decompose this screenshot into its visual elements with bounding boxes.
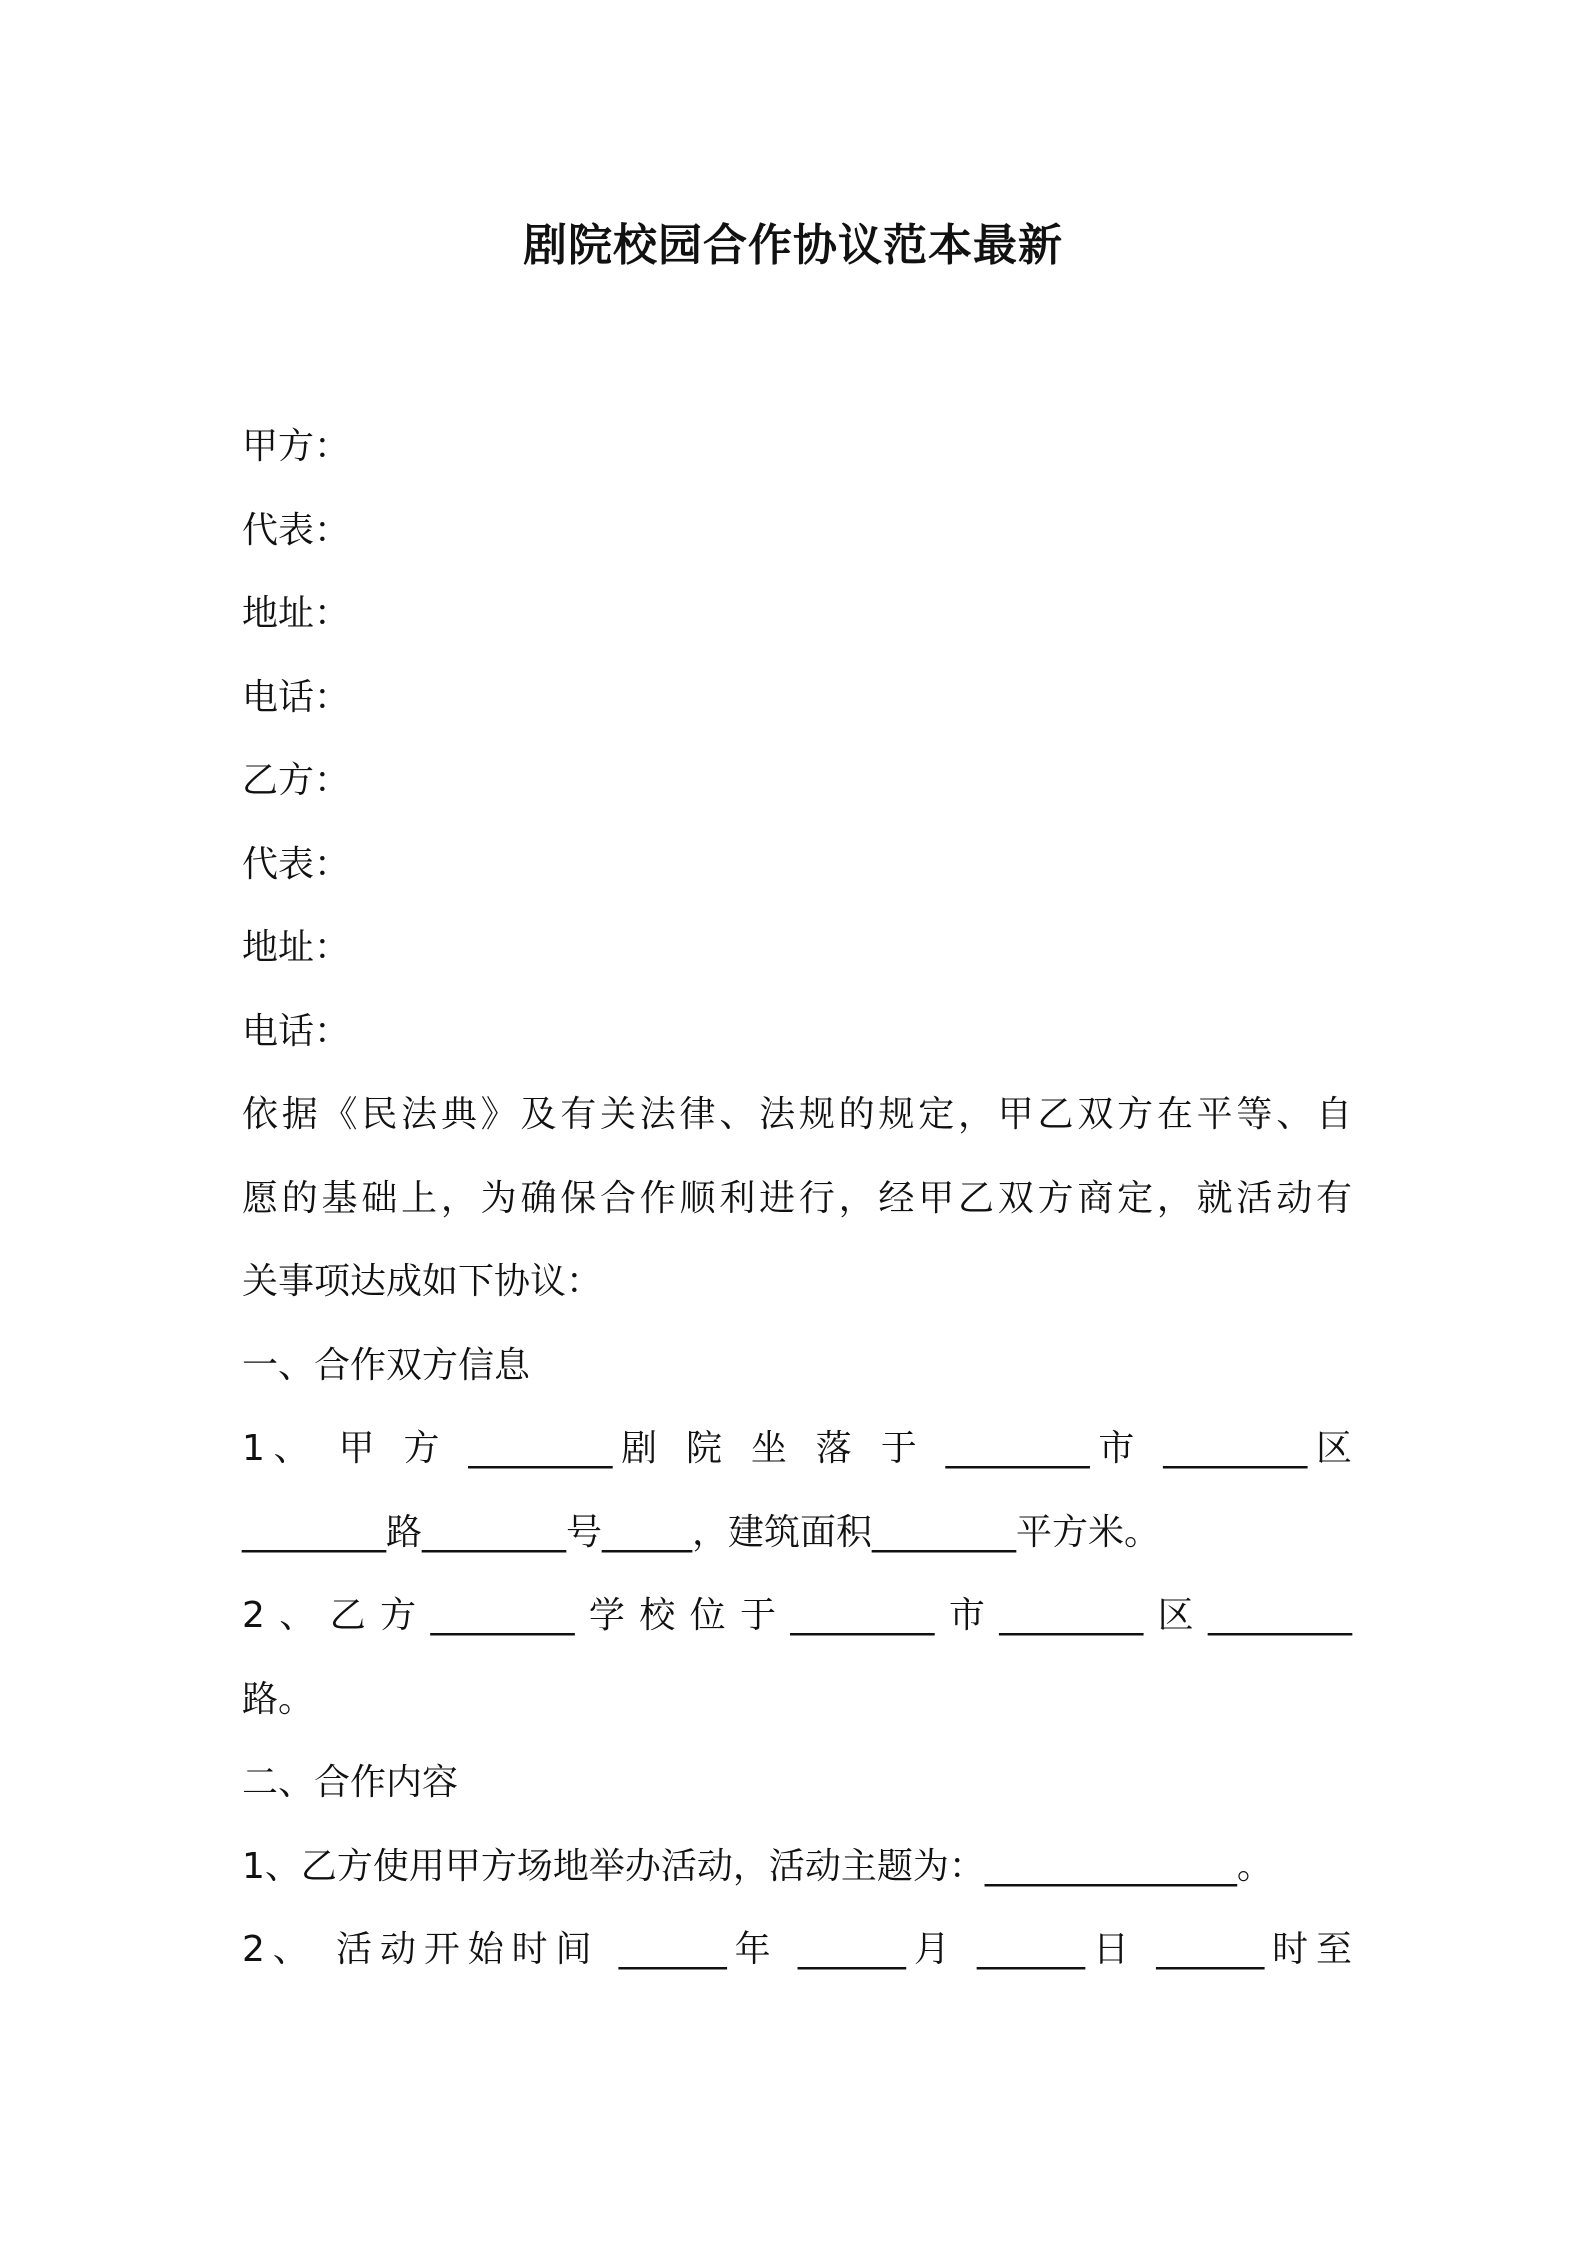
section-heading-parties-info: 一、合作双方信息 bbox=[242, 1344, 531, 1386]
preamble-line-1: 依据《民法典》及有关法律、法规的规定，甲乙双方在平等、自 bbox=[242, 1094, 1352, 1135]
clause-1-1-line-1: 1、 甲 方 ________剧 院 坐 落 于 ________市 ________区 bbox=[242, 1428, 1352, 1469]
preamble-line-2: 愿的基础上，为确保合作顺利进行，经甲乙双方商定，就活动有 bbox=[242, 1177, 1352, 1219]
section-heading-cooperation-content: 二、合作内容 bbox=[242, 1762, 459, 1803]
party-b-label: 乙方： bbox=[242, 760, 351, 801]
document-body bbox=[242, 405, 1352, 1992]
party-a-representative-label: 代表： bbox=[242, 509, 351, 551]
clause-1-2-line-2: 路。 bbox=[242, 1678, 315, 1720]
party-b-representative-label: 代表： bbox=[242, 843, 351, 885]
party-b-phone-label: 电话： bbox=[242, 1010, 351, 1052]
party-a-address-label: 地址： bbox=[242, 593, 351, 634]
party-b-address-label: 地址： bbox=[242, 927, 351, 968]
clause-2-2-line-1: 2、 活动开始时间 ______年 ______月 ______日 ______时至 bbox=[242, 1929, 1352, 1970]
party-a-phone-label: 电话： bbox=[242, 676, 351, 718]
document-title: 剧院校园合作协议范本最新 bbox=[523, 220, 1063, 271]
preamble-line-3: 关事项达成如下协议： bbox=[242, 1261, 603, 1302]
clause-2-1: 1、乙方使用甲方场地举办活动，活动主题为：______________。 bbox=[242, 1845, 1273, 1887]
clause-1-2-line-1: 2、乙方________学校位于________市________区________ bbox=[242, 1595, 1352, 1636]
party-a-label: 甲方： bbox=[242, 426, 351, 467]
clause-1-1-line-2: ________路________号_____，建筑面积________平方米。 bbox=[242, 1511, 1161, 1553]
